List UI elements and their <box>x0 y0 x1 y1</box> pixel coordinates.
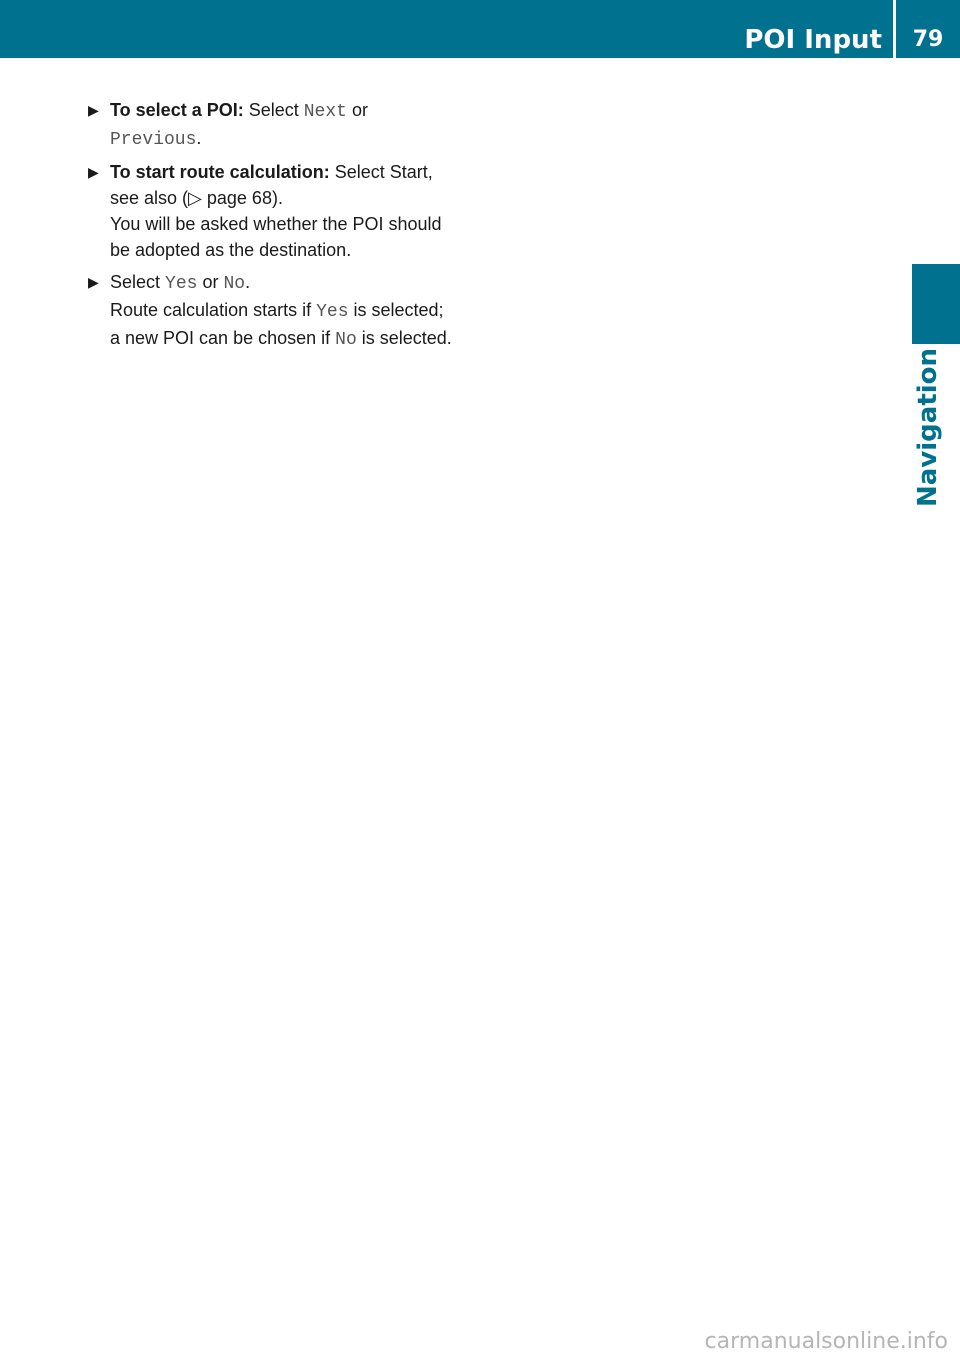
softkey-next: Next <box>303 102 347 122</box>
page-number: 79 <box>912 27 944 52</box>
softkey-no: No <box>223 274 246 294</box>
section-label: Navigation <box>913 347 943 507</box>
step-text: or <box>197 272 224 292</box>
step-text: . <box>245 272 251 292</box>
step-text: Select <box>110 272 166 292</box>
instructions <box>88 97 488 359</box>
page-reference-icon: ▷ <box>188 188 202 208</box>
step-text: Select Start, <box>329 162 433 182</box>
triangle-right-icon: ▶ <box>88 164 99 180</box>
step-text: see also ( <box>110 188 189 208</box>
step-lead: To start route calculation: <box>110 162 330 182</box>
softkey-previous: Previous <box>110 130 197 150</box>
step-text: You will be asked whether the POI should <box>110 214 442 234</box>
step-text: be adopted as the destination. <box>110 240 352 260</box>
step-text: . <box>196 128 202 148</box>
step-lead: To select a POI: <box>110 100 244 120</box>
watermark: carmanualsonline.info <box>704 1329 948 1354</box>
step-start-route <box>88 159 488 263</box>
softkey-yes: Yes <box>316 302 349 322</box>
page-title: POI Input <box>744 25 882 55</box>
section-tab-marker <box>912 264 960 344</box>
softkey-yes: Yes <box>165 274 198 294</box>
step-select-poi <box>88 97 488 153</box>
step-confirm <box>88 269 488 353</box>
step-text: page 68). <box>201 188 283 208</box>
triangle-right-icon: ▶ <box>88 274 99 290</box>
step-text: is selected; <box>348 300 444 320</box>
triangle-right-icon: ▶ <box>88 102 99 118</box>
softkey-no: No <box>335 330 357 350</box>
step-text: or <box>346 100 368 120</box>
step-text: is selected. <box>356 328 452 348</box>
step-text: Select <box>243 100 304 120</box>
step-text: Route calculation starts if <box>110 300 317 320</box>
step-text: a new POI can be chosen if <box>110 328 336 348</box>
